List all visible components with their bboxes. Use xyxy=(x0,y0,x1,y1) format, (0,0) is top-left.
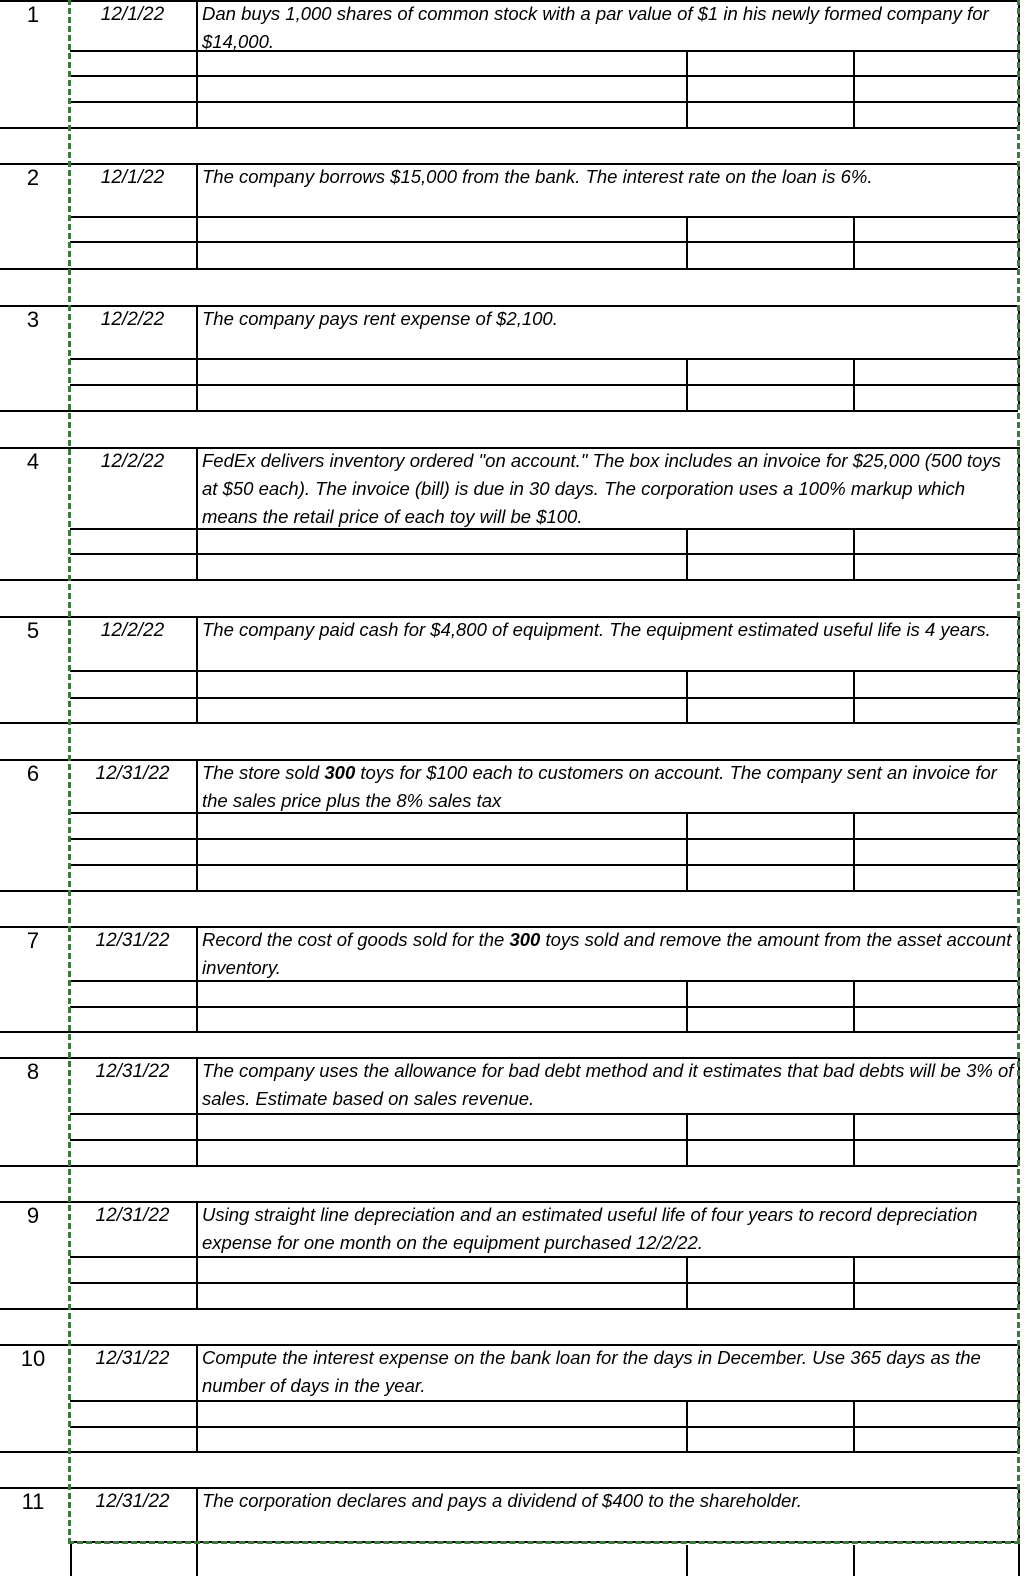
quantity-emphasis: 300 xyxy=(509,929,541,950)
credit-cell[interactable] xyxy=(853,528,1018,553)
transaction-number: 4 xyxy=(26,449,40,474)
transaction-date: 12/2/22 xyxy=(100,620,165,641)
transaction-description: The company pays rent expense of $2,100. xyxy=(202,308,558,329)
account-cell[interactable] xyxy=(196,864,686,890)
right-edge-line xyxy=(1018,305,1020,410)
block-bottom-line xyxy=(0,127,1018,129)
account-cell[interactable] xyxy=(196,697,686,722)
debit-cell[interactable] xyxy=(686,1006,853,1031)
credit-cell[interactable] xyxy=(853,838,1018,864)
credit-cell[interactable] xyxy=(853,358,1018,384)
right-edge-line xyxy=(1018,447,1020,579)
transaction-description: The company uses the allowance for bad debt method and it estimates that bad debts will be 3% of sales. Estimate based on sales revenue. xyxy=(202,1060,1014,1109)
debit-column-line xyxy=(686,670,688,722)
debit-cell[interactable] xyxy=(686,812,853,838)
transaction-description: The company borrows $15,000 from the bank. The interest rate on the loan is 6%. xyxy=(202,166,873,187)
quantity-emphasis: 300 xyxy=(324,762,356,783)
debit-column-line xyxy=(686,528,688,579)
debit-column-line xyxy=(686,216,688,268)
debit-cell[interactable] xyxy=(686,75,853,101)
account-cell[interactable] xyxy=(196,216,686,241)
block-bottom-line xyxy=(0,410,1018,412)
right-edge-line xyxy=(1018,1344,1020,1451)
transaction-description: The corporation declares and pays a dividend of $400 to the shareholder. xyxy=(202,1490,802,1511)
transaction-date: 12/31/22 xyxy=(95,930,170,951)
right-edge-line xyxy=(1018,616,1020,722)
description-column-line xyxy=(196,163,198,268)
credit-column-line xyxy=(853,358,855,410)
block-bottom-line xyxy=(0,1308,1018,1310)
credit-column-line xyxy=(853,812,855,890)
debit-column-line xyxy=(686,1400,688,1451)
account-cell[interactable] xyxy=(196,838,686,864)
right-edge-line xyxy=(1018,1201,1020,1308)
credit-cell[interactable] xyxy=(853,241,1018,268)
debit-column-line xyxy=(686,358,688,410)
credit-column-line xyxy=(853,216,855,268)
debit-cell[interactable] xyxy=(686,1282,853,1308)
account-cell[interactable] xyxy=(196,1113,686,1139)
debit-column-line xyxy=(686,1545,688,1576)
transaction-description: The company paid cash for $4,800 of equipment. The equipment estimated useful life is 4 years. xyxy=(202,619,991,640)
transaction-date: 12/31/22 xyxy=(95,1061,170,1082)
credit-cell[interactable] xyxy=(853,384,1018,410)
credit-cell[interactable] xyxy=(853,1282,1018,1308)
credit-column-line xyxy=(853,528,855,579)
transaction-date: 12/31/22 xyxy=(95,1348,170,1369)
block-bottom-line xyxy=(0,579,1018,581)
credit-cell[interactable] xyxy=(853,553,1018,579)
debit-cell[interactable] xyxy=(686,1256,853,1282)
debit-cell[interactable] xyxy=(686,980,853,1006)
debit-cell[interactable] xyxy=(686,670,853,697)
debit-cell[interactable] xyxy=(686,864,853,890)
transaction-number: 7 xyxy=(26,928,40,953)
account-cell[interactable] xyxy=(196,553,686,579)
description-text: Record the cost of goods sold for the xyxy=(202,929,510,950)
right-edge-line xyxy=(1018,1487,1020,1576)
transaction-date: 12/31/22 xyxy=(95,1491,170,1512)
credit-column-line xyxy=(853,980,855,1031)
block-bottom-line xyxy=(0,1031,1018,1033)
credit-cell[interactable] xyxy=(853,1139,1018,1165)
block-bottom-line xyxy=(0,890,1018,892)
transaction-description: Compute the interest expense on the bank loan for the days in December. Use 365 days as the number of days in the year. xyxy=(202,1347,981,1396)
debit-cell[interactable] xyxy=(686,528,853,553)
credit-column-line xyxy=(853,1256,855,1308)
credit-cell[interactable] xyxy=(853,216,1018,241)
transaction-date: 12/31/22 xyxy=(95,763,170,784)
right-edge-line xyxy=(1018,0,1020,127)
transaction-date: 12/1/22 xyxy=(100,4,165,25)
debit-cell[interactable] xyxy=(686,1113,853,1139)
debit-cell[interactable] xyxy=(686,553,853,579)
right-edge-line xyxy=(1018,1057,1020,1165)
debit-cell[interactable] xyxy=(686,1139,853,1165)
description-column-line xyxy=(196,0,198,127)
description-text: The store sold xyxy=(202,762,325,783)
debit-cell[interactable] xyxy=(686,1426,853,1451)
transaction-number: 3 xyxy=(26,307,40,332)
credit-cell[interactable] xyxy=(853,1113,1018,1139)
credit-cell[interactable] xyxy=(853,864,1018,890)
debit-cell[interactable] xyxy=(686,838,853,864)
transaction-date: 12/2/22 xyxy=(100,451,165,472)
transaction-number: 6 xyxy=(26,761,40,786)
transaction-number: 1 xyxy=(26,2,40,27)
debit-cell[interactable] xyxy=(686,101,853,127)
account-cell[interactable] xyxy=(196,1400,686,1426)
credit-column-line xyxy=(853,1545,855,1576)
credit-cell[interactable] xyxy=(853,697,1018,722)
block-bottom-line xyxy=(0,1451,1018,1453)
account-cell[interactable] xyxy=(196,1256,686,1282)
credit-cell[interactable] xyxy=(853,1400,1018,1426)
description-column-line xyxy=(196,1344,198,1451)
description-text: toys for $100 each to customers on account. The company sent an invoice for the sales price plus the 8% sales tax xyxy=(202,762,997,811)
right-edge-line xyxy=(1018,759,1020,890)
transaction-date: 12/31/22 xyxy=(95,1205,170,1226)
transaction-description: Dan buys 1,000 shares of common stock with a par value of $1 in his newly formed company for $14,000. xyxy=(202,3,989,52)
transaction-number: 10 xyxy=(20,1346,46,1371)
description-column-line xyxy=(196,616,198,722)
credit-cell[interactable] xyxy=(853,670,1018,697)
account-cell[interactable] xyxy=(196,812,686,838)
credit-cell[interactable] xyxy=(853,1256,1018,1282)
credit-cell[interactable] xyxy=(853,980,1018,1006)
debit-cell[interactable] xyxy=(686,241,853,268)
description-column-line xyxy=(196,447,198,579)
account-cell[interactable] xyxy=(196,384,686,410)
account-cell[interactable] xyxy=(196,358,686,384)
credit-cell[interactable] xyxy=(853,812,1018,838)
account-cell[interactable] xyxy=(196,528,686,553)
transaction-date: 12/2/22 xyxy=(100,309,165,330)
description-column-line xyxy=(196,1487,198,1576)
debit-column-line xyxy=(686,1256,688,1308)
account-cell[interactable] xyxy=(196,101,686,127)
description-bottom-line xyxy=(70,1541,1018,1543)
account-cell[interactable] xyxy=(196,75,686,101)
block-bottom-line xyxy=(0,722,1018,724)
credit-column-line xyxy=(853,1113,855,1165)
transaction-number: 2 xyxy=(26,165,40,190)
debit-column-line xyxy=(686,812,688,890)
debit-cell[interactable] xyxy=(686,216,853,241)
debit-cell[interactable] xyxy=(686,358,853,384)
account-cell[interactable] xyxy=(196,241,686,268)
account-cell[interactable] xyxy=(196,980,686,1006)
debit-column-line xyxy=(686,50,688,127)
credit-column-line xyxy=(853,1400,855,1451)
description-text: toys sold and remove the amount from the asset account inventory. xyxy=(202,929,1012,978)
transaction-description xyxy=(202,926,1018,982)
debit-cell[interactable] xyxy=(686,384,853,410)
credit-cell[interactable] xyxy=(853,1006,1018,1031)
description-column-line xyxy=(196,305,198,410)
description-column-line xyxy=(196,1057,198,1165)
credit-cell[interactable] xyxy=(853,1426,1018,1451)
account-cell[interactable] xyxy=(196,1139,686,1165)
right-edge-line xyxy=(1018,926,1020,1031)
debit-column-line xyxy=(686,1113,688,1165)
description-column-line xyxy=(196,1201,198,1308)
transaction-number: 8 xyxy=(26,1059,40,1084)
credit-cell[interactable] xyxy=(853,75,1018,101)
debit-cell[interactable] xyxy=(686,1400,853,1426)
transaction-number: 5 xyxy=(26,618,40,643)
block-bottom-line xyxy=(0,1165,1018,1167)
transaction-number: 11 xyxy=(21,1489,45,1514)
account-cell[interactable] xyxy=(196,1282,686,1308)
transaction-date: 12/1/22 xyxy=(100,167,165,188)
right-edge-line xyxy=(1018,163,1020,268)
debit-cell[interactable] xyxy=(686,697,853,722)
account-cell[interactable] xyxy=(196,1426,686,1451)
block-bottom-line xyxy=(0,268,1018,270)
credit-column-line xyxy=(853,670,855,722)
credit-cell[interactable] xyxy=(853,101,1018,127)
debit-column-line xyxy=(686,980,688,1031)
account-cell[interactable] xyxy=(196,1006,686,1031)
transaction-description: Using straight line depreciation and an estimated useful life of four years to record depreciation expense for one month on the equipment purchased 12/2/22. xyxy=(202,1204,978,1253)
description-column-line xyxy=(196,926,198,1031)
left-grid-line xyxy=(70,1541,72,1576)
transaction-number: 9 xyxy=(26,1203,40,1228)
transaction-description xyxy=(202,759,1018,815)
account-cell[interactable] xyxy=(196,670,686,697)
transaction-description: FedEx delivers inventory ordered "on account." The box includes an invoice for $25,000 (500 toys at $50 each). The invoice (bill) is due in 30 days. The corporation uses a 100% markup which means the retail price of each toy will be $100. xyxy=(202,450,1001,527)
description-column-line xyxy=(196,759,198,890)
credit-column-line xyxy=(853,50,855,127)
